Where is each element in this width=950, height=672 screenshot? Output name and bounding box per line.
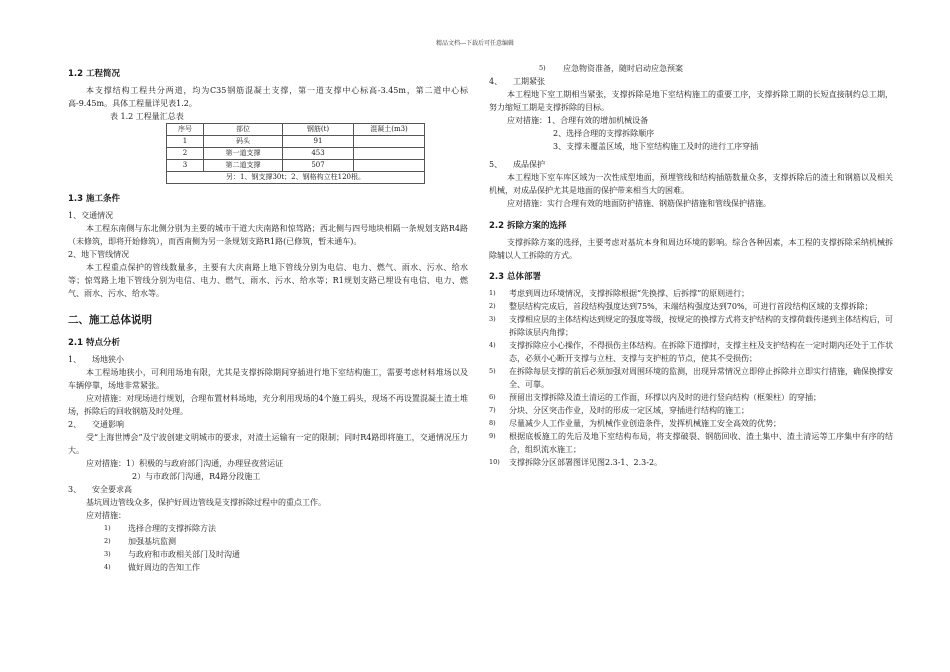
point-5-paragraph-b: 应对措施：实行合理有效的地面防护措施、钢筋保护措施和管线保护措施。: [507, 199, 771, 208]
table-cell: 码头: [204, 136, 283, 148]
table-cell: [354, 136, 425, 148]
table-row: [167, 136, 425, 148]
list-item: [489, 365, 893, 391]
list-item-number: 10): [489, 458, 500, 466]
header-note: 精品文档---下载后可任意编辑: [435, 40, 515, 47]
point-3-heading: [68, 483, 468, 496]
traffic-paragraph: 本工程东南侧与东北侧分别为主要的城市干道大庆南路和惊驾路；西北侧与四号地块相隔一条规划支路R4路（未修筑，即将开始修筑），而西南侧为另一条规划支路R1路(已修筑，暂未通车)。: [68, 224, 468, 246]
list-item: [68, 548, 468, 561]
list-item-number: 1): [489, 289, 496, 297]
section-1-3-title: 1.3 施工条件: [68, 194, 121, 204]
point-4-measure-3: 3、支撑未覆盖区域，地下室结构施工及时的进行工序穿插: [553, 142, 759, 151]
pipeline-heading: 2、地下管线情况: [68, 250, 130, 259]
table-cell: 453: [283, 148, 354, 160]
traffic-heading: 1、交通情况: [68, 211, 114, 220]
list-item-text: 根据底板施工的先后及地下室结构布局，将支撑破裂、钢筋回收、渣土集中、渣土清运等工序集中有序的结合，组织流水施工；: [509, 432, 893, 454]
list-item-number: 4): [489, 341, 496, 349]
point-4-measure-2: 2、选择合理的支撑拆除顺序: [553, 129, 655, 138]
section-2-2-paragraph: 支撑拆除方案的选择，主要考虑对基坑本身和周边环境的影响。综合各种因素，本工程的支撑拆除采纳机械拆除辅以人工拆除的方式。: [489, 238, 893, 260]
list-item-number: 3): [489, 315, 496, 323]
list-item: [489, 313, 893, 339]
table-header-cell: 混凝土(m3): [354, 124, 425, 136]
table-row: [167, 160, 425, 172]
point-5-heading: [489, 158, 893, 171]
table-header-row: [167, 124, 425, 136]
list-item-number: 2): [104, 537, 111, 545]
point-2-measure-2: 2）与市政部门沟通，R4路分段施工: [132, 472, 261, 481]
list-item-text: 做好周边的告知工作: [128, 563, 200, 572]
point-number: 1、: [68, 355, 82, 364]
point-4-measure-1: 应对措施：1、合理有效的增加机械设备: [507, 116, 649, 125]
list-item-text: 考虑到周边环境情况，支撑拆除根据“先换撑、后拆撑”的原则进行；: [509, 289, 750, 298]
list-item: [489, 62, 893, 75]
list-item: [489, 339, 893, 365]
table-cell: 2: [167, 148, 204, 160]
point-1-heading: [68, 353, 468, 366]
list-item: [489, 391, 893, 404]
list-item: [489, 300, 893, 313]
list-item-text: 预留出支撑拆除及渣土清运的工作面，环撑以内及时的进行竖向结构（框架柱）的穿插；: [509, 393, 821, 402]
point-title: 交通影响: [92, 420, 124, 429]
list-item-text: 支撑拆除分区部署图详见图2.3-1、2.3-2。: [509, 458, 663, 467]
list-item: [68, 535, 468, 548]
section-2-2-title: 2.2 拆除方案的选择: [489, 221, 567, 231]
point-title: 工期紧张: [513, 77, 545, 86]
table-row: [167, 148, 425, 160]
list-item: [68, 561, 468, 574]
list-item-text: 应急物资准备，随时启动应急预案: [563, 64, 683, 73]
point-1-paragraph-a: 本工程场地狭小，可利用场地有限，尤其是支撑拆除期间穿插进行地下室结构施工，需要考虑材料堆场以及车辆停靠，场地非常紧张。: [68, 368, 468, 390]
list-item-number: 5): [539, 64, 546, 72]
list-item-text: 与政府和市政相关部门及时沟通: [128, 550, 240, 559]
list-item: [489, 287, 893, 300]
point-title: 场地狭小: [92, 355, 124, 364]
left-column: [68, 62, 468, 574]
list-item-number: 6): [489, 393, 496, 401]
table-cell: 91: [283, 136, 354, 148]
list-item-number: 2): [489, 302, 496, 310]
point-1-paragraph-b: 应对措施：对现场进行规划，合理布置材料场地，充分利用现场的4个施工码头，现场不再设置混凝土渣土堆场，拆除后的回收钢筋及时处理。: [68, 394, 468, 416]
point-4-paragraph-a: 本工程地下室工期相当紧张，支撑拆除是地下室结构施工的重要工序，支撑拆除工期的长短直接制约总工期，努力缩短工期是支撑拆除的目标。: [489, 90, 893, 112]
list-item-number: 9): [489, 432, 496, 440]
table-note-row: [167, 172, 425, 184]
point-number: 3、: [68, 485, 82, 494]
list-item: [68, 522, 468, 535]
list-item: [489, 456, 893, 469]
point-3-paragraph-a: 基坑周边管线众多，保护好周边管线是支撑拆除过程中的重点工作。: [86, 498, 326, 507]
list-item-number: 8): [489, 419, 496, 427]
list-item-text: 支撑相应层的主体结构达到规定的强度等级，按规定的换撑方式将支护结构的支撑荷载传递到主体结构后，可拆除该层内角撑；: [509, 315, 893, 337]
table-cell: 1: [167, 136, 204, 148]
point-number: 5、: [489, 160, 503, 169]
section-1-2-title: 1.2 工程简况: [68, 69, 121, 79]
table-cell: [354, 160, 425, 172]
point-title: 安全要求高: [92, 485, 132, 494]
list-item-number: 7): [489, 406, 496, 414]
list-item-text: 加强基坑监测: [128, 537, 176, 546]
table-cell: 507: [283, 160, 354, 172]
table-caption: 表 1.2 工程量汇总表: [110, 112, 184, 121]
list-item: [489, 417, 893, 430]
list-item-number: 1): [104, 524, 111, 532]
pipeline-paragraph: 本工程重点保护的管线数量多，主要有大庆南路上地下管线分别为电信、电力、燃气、雨水、污水、给水等；惊驾路上地下管线分别为电信、电力、燃气、雨水、污水、给水等；R1规划支路已埋设有电信、电力、燃气、雨水、污水、给水等。: [68, 263, 468, 298]
list-item: [489, 404, 893, 417]
list-item: [489, 430, 893, 456]
point-3-paragraph-b: 应对措施：: [86, 511, 126, 520]
quantity-table: [166, 123, 425, 184]
list-item-number: 5): [489, 367, 496, 375]
point-2-heading: [68, 418, 468, 431]
list-item-text: 分块、分区突击作业，及时的形成一定区域，穿插进行结构的施工；: [509, 406, 749, 415]
point-5-paragraph-a: 本工程地下室车库区域为一次性成型地面，预埋管线和结构插筋数量众多，支撑拆除后的渣土和钢筋以及相关机械，对成品保护尤其是地面的保护带来相当大的困难。: [489, 173, 893, 195]
table-cell: 3: [167, 160, 204, 172]
list-item-text: 整层结构完成后，首段结构强度达到75%，末端结构强度达到70%，可进行首段结构区域的支撑拆除；: [509, 302, 873, 311]
table-cell: [354, 148, 425, 160]
right-column: [489, 62, 893, 469]
list-item-text: 支撑拆除应小心操作，不得损伤主体结构。在拆除下道撑时，支撑主柱及支护结构在一定时期内还处于工作状态，必须小心断开支撑与立柱、支撑与支护桩的节点，使其不受损伤；: [509, 341, 893, 363]
table-cell: 第一道支撑: [204, 148, 283, 160]
point-title: 成品保护: [513, 160, 545, 169]
list-item-text: 选择合理的支撑拆除方法: [128, 524, 216, 533]
table-note: 另：1、钢支撑30t；2、钢格构立柱120根。: [167, 172, 425, 184]
table-header-cell: 钢筋(t): [283, 124, 354, 136]
point-4-heading: [489, 75, 893, 88]
point-2-measure-1: 应对措施：1）积极的与政府部门沟通，办理昼夜营运证: [86, 459, 284, 468]
section-2-1-title: 2.1 特点分析: [68, 338, 121, 348]
list-item-number: 4): [104, 563, 111, 571]
table-header-cell: 部位: [204, 124, 283, 136]
point-number: 4、: [489, 77, 503, 86]
list-item-text: 尽量减少人工作业量，为机械作业创造条件，发挥机械施工安全高效的优势；: [509, 419, 781, 428]
list-item-number: 3): [104, 550, 111, 558]
point-number: 2、: [68, 420, 82, 429]
section-1-2-paragraph: 本支撑结构工程共分两道，均为C35钢筋混凝土支撑，第一道支撑中心标高-3.45m，第二道中心标高-9.45m。具体工程量详见表1.2。: [68, 86, 468, 108]
point-2-paragraph-a: 受“上海世博会”及宁波创建文明城市的要求，对渣土运输有一定的限制；同时R4路即将施工，交通情况压力大。: [68, 433, 468, 455]
table-header-cell: 序号: [167, 124, 204, 136]
chapter-2-title: 二、施工总体说明: [68, 314, 152, 326]
section-2-3-title: 2.3 总体部署: [489, 272, 542, 282]
list-item-text: 在拆除每层支撑的前后必须加强对周围环境的监测，出现异常情况立即停止拆除并立即实行措施，确保换撑安全、可靠。: [509, 367, 893, 389]
table-cell: 第二道支撑: [204, 160, 283, 172]
